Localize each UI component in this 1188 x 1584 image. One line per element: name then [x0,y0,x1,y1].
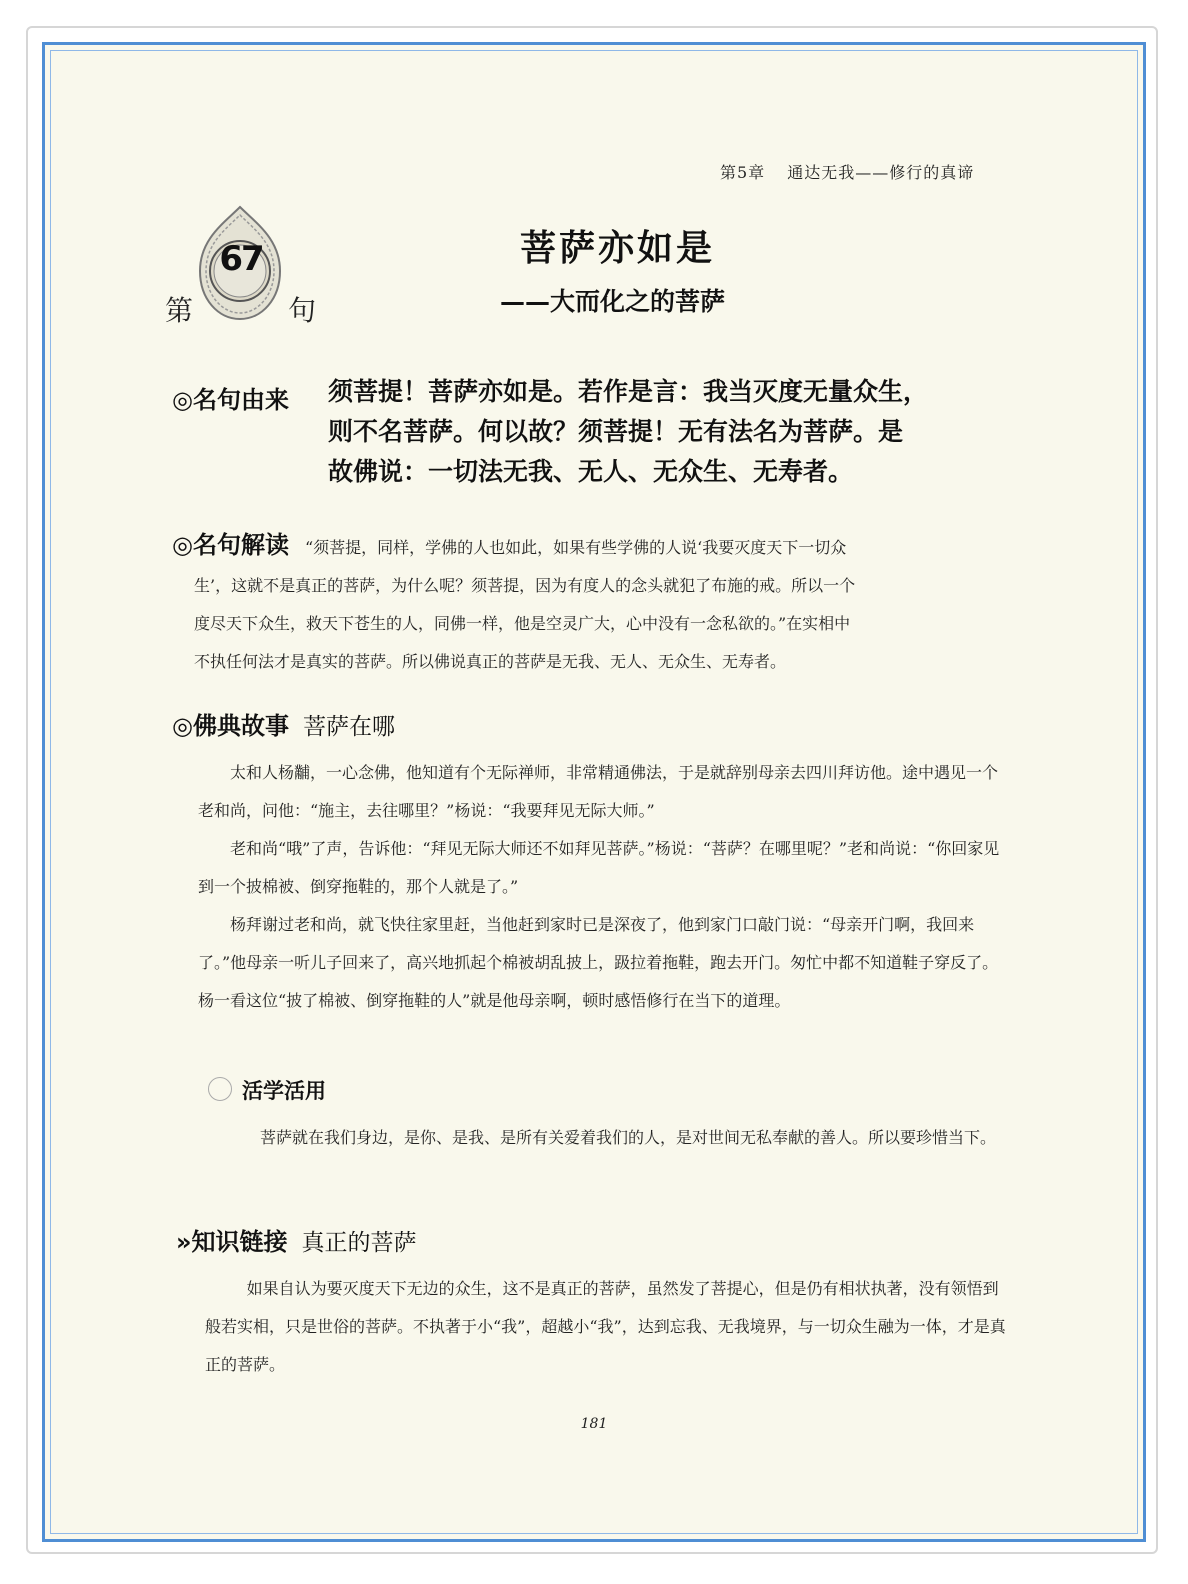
badge-number: 67 [219,239,263,279]
knowledge-heading: »知识链接 真正的菩萨 [176,1228,417,1256]
interpretation-line: 不执任何法才是真实的菩萨。所以佛说真正的菩萨是无我、无人、无众生、无寿者。 [194,652,787,671]
chapter-number: 第5章 [720,163,766,182]
chapter-title: 通达无我——修行的真谛 [787,163,975,182]
knowledge-body [205,1270,1007,1384]
interpretation-line: 度尽天下众生，救天下苍生的人，同佛一样，他是空灵广大，心中没有一念私欲的。”在实相中 [194,614,851,633]
page-title: 菩萨亦如是 [520,227,716,269]
story-paragraph: 杨拜谢过老和尚，就飞快往家里赶，当他赶到家时已是深夜了，他到家门口敲门说：“母亲开门啊，我回来了。”他母亲一听儿子回来了，高兴地抓起个棉被胡乱披上，趿拉着拖鞋，跑去开门。匆忙中都不知道鞋子穿反了。杨一看这位“披了棉被、倒穿拖鞋的人”就是他母亲啊，顿时感悟修行在当下的道理。 [198,915,999,1010]
interpretation-heading: ◎名句解读 [172,531,289,559]
swirl-icon [208,1077,232,1101]
badge-prefix: 第 [165,294,194,327]
page-subtitle: ——大而化之的菩萨 [500,287,726,316]
story-heading: ◎佛典故事 菩萨在哪 [172,712,395,740]
sentence-number-badge [160,205,320,325]
knowledge-subtitle: 真正的菩萨 [301,1230,417,1256]
story-paragraph: 太和人杨黼，一心念佛，他知道有个无际禅师，非常精通佛法，于是就辞别母亲去四川拜访他。途中遇见一个老和尚，问他：“施主，去往哪里？”杨说：“我要拜见无际大师。” [198,763,999,820]
origin-quote [328,372,1008,492]
origin-line: 故佛说：一切法无我、无人、无众生、无寿者。 [328,457,854,486]
badge-suffix: 句 [288,294,317,327]
story-body [198,754,1004,1020]
origin-line: 须菩提！菩萨亦如是。若作是言：我当灭度无量众生， [328,377,929,406]
interpretation-line: ◎名句解读 “须菩提，同样，学佛的人也如此，如果有些学佛的人说‘我要灭度天下一切众 [172,531,847,559]
interpretation-line: 生’，这就不是真正的菩萨，为什么呢？须菩提，因为有度人的念头就犯了布施的戒。所以一个 [194,576,856,595]
knowledge-text: 如果自认为要灭度天下无边的众生，这不是真正的菩萨，虽然发了菩提心，但是仍有相状执著，没有领悟到般若实相，只是世俗的菩萨。不执著于小“我”，超越小“我”，达到忘我、无我境界，与一切众生融为一体，才是真正的菩萨。 [205,1279,1006,1374]
running-header [720,160,974,183]
story-paragraph: 老和尚“哦”了声，告诉他：“拜见无际大师还不如拜见菩萨。”杨说：“菩萨？在哪里呢？”老和尚说：“你回家见到一个披棉被、倒穿拖鞋的，那个人就是了。” [198,839,1000,896]
page-number: 181 [580,1416,608,1432]
origin-heading: ◎名句由来 [172,386,289,414]
practice-text: 菩萨就在我们身边，是你、是我、是所有关爱着我们的人，是对世间无私奉献的善人。所以要珍惜当下。 [260,1128,997,1147]
story-subtitle: 菩萨在哪 [302,714,395,740]
origin-line: 则不名菩萨。何以故？须菩提！无有法名为菩萨。是 [328,417,904,446]
practice-heading: 活学活用 [208,1075,326,1105]
practice-body [220,1120,1000,1156]
interpretation-block [172,526,1004,681]
